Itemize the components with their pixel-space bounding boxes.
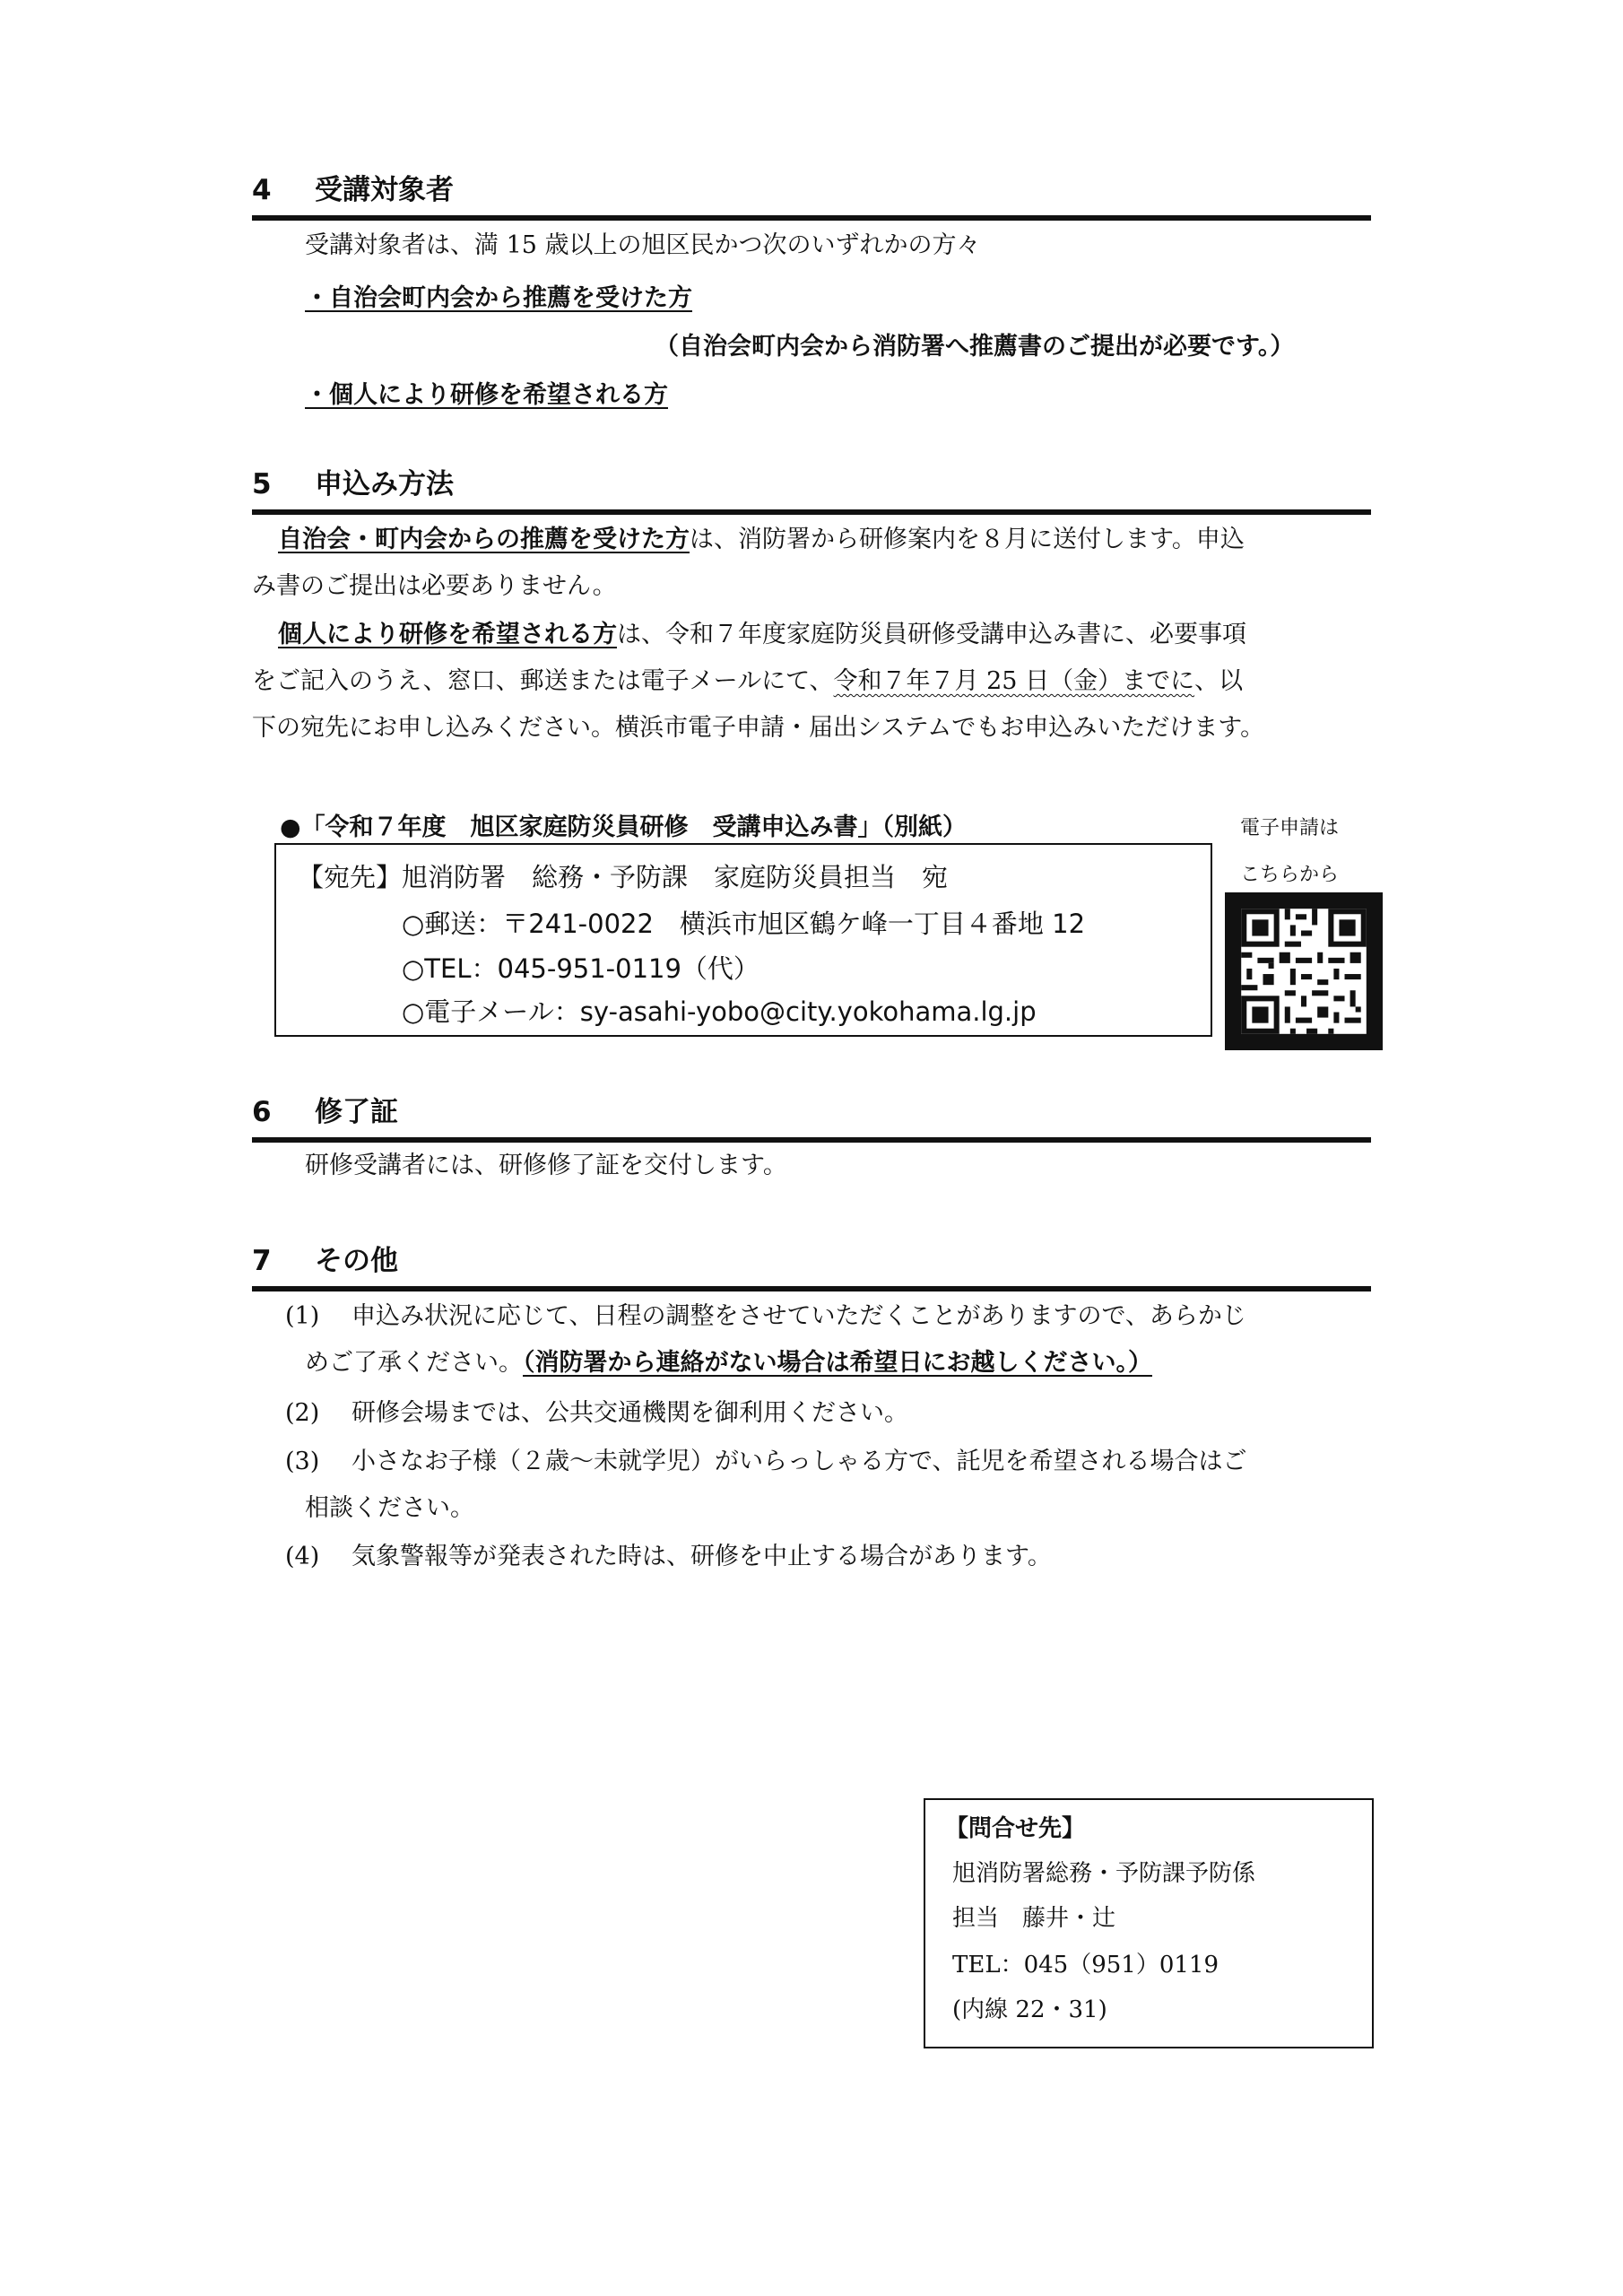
section-title: 修了証 [315,1096,398,1128]
deadline: 令和７年７月 25 日（金）までに [833,667,1195,695]
section-title: 受講対象者 [315,174,454,206]
qr-code-graphic [1225,892,1383,1050]
section-number: 6 [252,1096,272,1128]
address-email[interactable]: ○電子メール：sy-asahi-yobo@city.yokohama.lg.jp [402,996,1037,1027]
section-rule [252,1286,1371,1292]
form-title: ●「令和７年度 旭区家庭防災員研修 受講申込み書」（別紙） [280,813,968,841]
other-item-3-line2: 相談ください。 [305,1494,474,1522]
contact-heading: 【問合せ先】 [945,1815,1086,1842]
address-post: ○郵送：〒241-0022 横浜市旭区鶴ケ峰一丁目４番地 12 [402,909,1086,939]
eligibility-item-association: ・自治会町内会から推薦を受けた方 [305,284,692,312]
contact-extension: (内線 22・31) [952,1996,1107,2023]
eligibility-item-note: （自治会町内会から消防署へ推薦書のご提出が必要です。） [655,333,1295,361]
section-number: 5 [252,468,272,500]
section-6-heading [252,1094,1371,1143]
method-paragraph-2-line3: 下の宛先にお申し込みください。横浜市電子申請・届出システムでもお申込みいただけます。 [252,714,1265,742]
contact-tel: TEL：045（951）0119 [952,1952,1219,1979]
other-item-3-number: (3) [285,1448,320,1475]
method-individual-lead: 個人により研修を希望される方 [278,621,617,648]
method-paragraph-1 [278,524,1245,556]
section-rule [252,1137,1371,1143]
other-item-1-line1: 申込み状況に応じて、日程の調整をさせていただくことがありますので、あらかじ [352,1302,1246,1330]
method-channels: をご記入のうえ、窓口、郵送または電子メールにて、 [252,667,834,695]
method-association-lead: 自治会・町内会からの推薦を受けた方 [278,526,690,553]
section-rule [252,509,1371,515]
section-number: 4 [252,174,272,206]
qr-caption-line2: こちらから [1240,864,1340,886]
method-individual-text: は、令和７年度家庭防災員研修受講申込み書に、必要事項 [617,621,1246,648]
contact-department: 旭消防署総務・予防課予防係 [952,1860,1256,1887]
other-item-1-line2 [305,1347,1152,1379]
other-item-2-line1: 研修会場までは、公共交通機関を御利用ください。 [352,1399,908,1427]
other-item-3-line1: 小さなお子様（２歳～未就学児）がいらっしゃる方で、託児を希望される場合はご [352,1448,1247,1475]
method-paragraph-2 [278,619,1246,651]
eligibility-item-individual: ・個人により研修を希望される方 [305,381,668,409]
other-item-2-number: (2) [285,1399,320,1427]
method-association-text: は、消防署から研修案内を８月に送付します。申込 [690,526,1245,553]
section-7-heading [252,1243,1371,1292]
qr-caption-line1: 電子申請は [1240,817,1340,839]
section-4-heading [252,172,1371,221]
other-item-1-number: (1) [285,1302,320,1330]
address-box [274,843,1212,1037]
qr-code-icon[interactable] [1225,892,1383,1050]
address-tel: ○TEL：045-951-0119（代） [402,953,759,984]
section-title: その他 [315,1245,398,1277]
contact-box [924,1798,1374,2048]
method-paragraph-2-line2 [252,665,1243,698]
method-continuation: 、以 [1194,667,1244,695]
contact-person: 担当 藤井・辻 [952,1905,1116,1932]
certificate-text: 研修受講者には、研修修了証を交付します。 [305,1152,787,1179]
section-number: 7 [252,1245,272,1277]
section-5-heading [252,466,1371,515]
address-recipient: 【宛先】旭消防署 総務・予防課 家庭防災員担当 宛 [298,862,949,892]
method-paragraph-1-cont: み書のご提出は必要ありません。 [252,572,617,600]
other-item-1-emphasis: （消防署から連絡がない場合は希望日にお越しください。） [523,1349,1152,1377]
other-item-1-text: めご了承ください。 [305,1349,523,1377]
section-title: 申込み方法 [315,468,454,500]
eligibility-intro: 受講対象者は、満 15 歳以上の旭区民かつ次のいずれかの方々 [305,231,981,259]
section-rule [252,215,1371,221]
other-item-4-line1: 気象警報等が発表された時は、研修を中止する場合があります。 [352,1543,1052,1570]
other-item-4-number: (4) [285,1543,320,1570]
